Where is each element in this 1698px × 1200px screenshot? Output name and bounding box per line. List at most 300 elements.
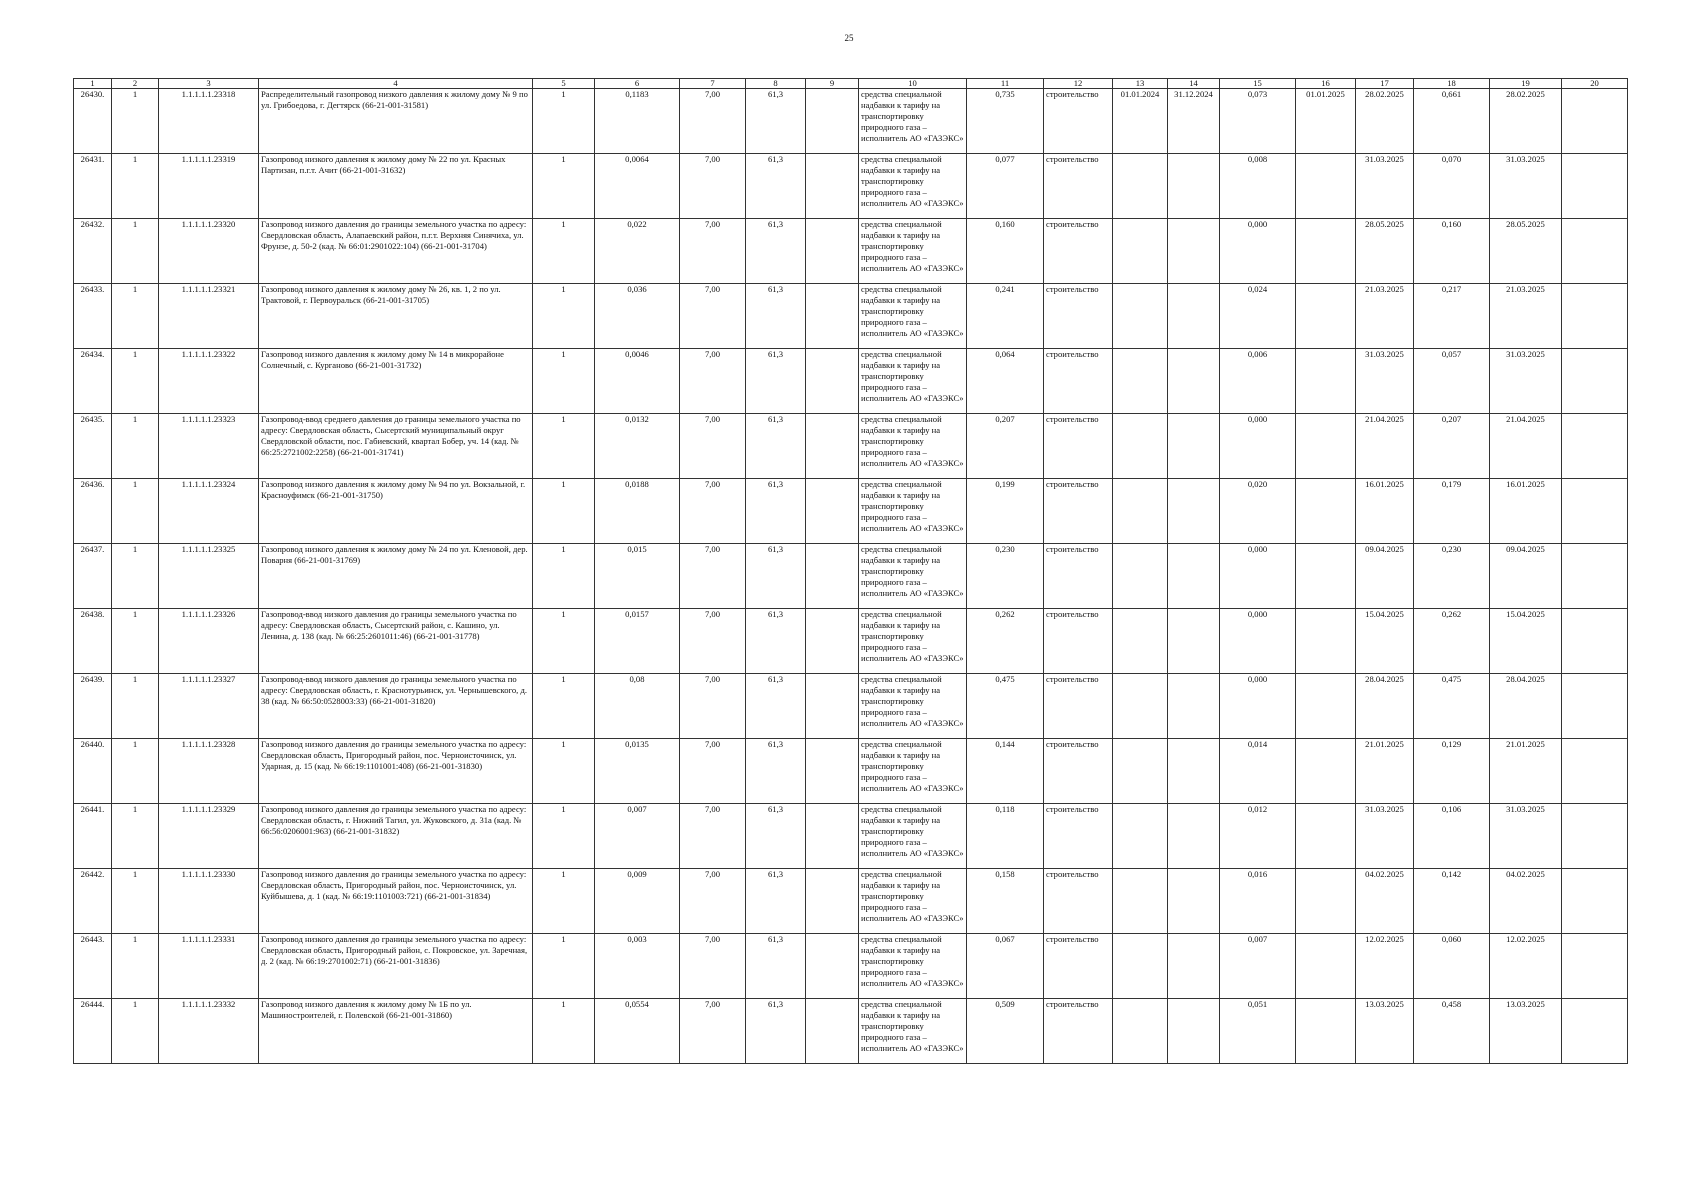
table-row: [74, 349, 1628, 414]
object-code: 1.1.1.1.1.23322: [159, 349, 259, 414]
column-number: 16: [1296, 79, 1356, 89]
object-name: Газопровод низкого давления до границы земельного участка по адресу: Свердловская область, Алапаевский район, п.г.т. Верхняя Синячиха, ул. Фрунзе, д. 50-2 (кад. № 66:01:2901022:104) (66-21-001-31704): [259, 219, 533, 284]
work-type: строительство: [1044, 999, 1113, 1064]
cell-col15: 0,000: [1220, 414, 1296, 479]
cell-col6: 0,0135: [595, 739, 680, 804]
funding-source: средства специальной надбавки к тарифу на транспортировку природного газа – исполнитель АО «ГАЗЭКС»: [859, 869, 967, 934]
cell-col7: 7,00: [680, 739, 746, 804]
cell-col14: [1168, 999, 1220, 1064]
cell-col14: [1168, 219, 1220, 284]
cell-col2: 1: [112, 674, 159, 739]
table-row: [74, 869, 1628, 934]
object-code: 1.1.1.1.1.23318: [159, 89, 259, 154]
cell-col14: [1168, 609, 1220, 674]
cell-col18: 0,057: [1414, 349, 1490, 414]
work-type: строительство: [1044, 479, 1113, 544]
column-number: 14: [1168, 79, 1220, 89]
funding-source: средства специальной надбавки к тарифу на транспортировку природного газа – исполнитель АО «ГАЗЭКС»: [859, 739, 967, 804]
object-name: Газопровод низкого давления к жилому дому № 24 по ул. Кленовой, дер. Поварня (66-21-001-31769): [259, 544, 533, 609]
cell-col16: 01.01.2025: [1296, 89, 1356, 154]
row-number: 26430.: [74, 89, 112, 154]
funding-source: средства специальной надбавки к тарифу на транспортировку природного газа – исполнитель АО «ГАЗЭКС»: [859, 544, 967, 609]
cell-col16: [1296, 349, 1356, 414]
column-number: 17: [1356, 79, 1414, 89]
cell-col8: 61,3: [746, 89, 806, 154]
row-number: 26432.: [74, 219, 112, 284]
cell-col8: 61,3: [746, 414, 806, 479]
work-type: строительство: [1044, 869, 1113, 934]
column-number: 18: [1414, 79, 1490, 89]
table-row: [74, 154, 1628, 219]
cell-col7: 7,00: [680, 89, 746, 154]
cell-col14: [1168, 674, 1220, 739]
cell-col9: [806, 219, 859, 284]
cell-col19: 12.02.2025: [1490, 934, 1562, 999]
cell-col5: 1: [533, 479, 595, 544]
cell-col16: [1296, 414, 1356, 479]
cell-col19: 13.03.2025: [1490, 999, 1562, 1064]
row-number: 26441.: [74, 804, 112, 869]
column-number-header: [74, 79, 1628, 89]
cell-col19: 31.03.2025: [1490, 154, 1562, 219]
object-name: Газопровод низкого давления к жилому дому № 26, кв. 1, 2 по ул. Трактовой, г. Первоуральск (66-21-001-31705): [259, 284, 533, 349]
cell-col5: 1: [533, 869, 595, 934]
work-type: строительство: [1044, 804, 1113, 869]
cell-col6: 0,022: [595, 219, 680, 284]
table-row: [74, 89, 1628, 154]
table-row: [74, 414, 1628, 479]
cell-col18: 0,262: [1414, 609, 1490, 674]
cell-col6: 0,009: [595, 869, 680, 934]
cell-col5: 1: [533, 934, 595, 999]
cell-col11: 0,199: [967, 479, 1044, 544]
cell-col7: 7,00: [680, 804, 746, 869]
funding-source: средства специальной надбавки к тарифу на транспортировку природного газа – исполнитель АО «ГАЗЭКС»: [859, 804, 967, 869]
cell-col13: [1113, 674, 1168, 739]
cell-col18: 0,060: [1414, 934, 1490, 999]
cell-col16: [1296, 869, 1356, 934]
row-number: 26435.: [74, 414, 112, 479]
cell-col17: 21.01.2025: [1356, 739, 1414, 804]
object-code: 1.1.1.1.1.23331: [159, 934, 259, 999]
cell-col2: 1: [112, 934, 159, 999]
cell-col11: 0,064: [967, 349, 1044, 414]
cell-col8: 61,3: [746, 609, 806, 674]
cell-col17: 21.03.2025: [1356, 284, 1414, 349]
column-number: 19: [1490, 79, 1562, 89]
funding-source: средства специальной надбавки к тарифу на транспортировку природного газа – исполнитель АО «ГАЗЭКС»: [859, 674, 967, 739]
cell-col9: [806, 284, 859, 349]
cell-col18: 0,230: [1414, 544, 1490, 609]
object-code: 1.1.1.1.1.23319: [159, 154, 259, 219]
cell-col6: 0,08: [595, 674, 680, 739]
cell-col14: [1168, 479, 1220, 544]
cell-col6: 0,015: [595, 544, 680, 609]
cell-col8: 61,3: [746, 219, 806, 284]
cell-col11: 0,160: [967, 219, 1044, 284]
cell-col15: 0,000: [1220, 544, 1296, 609]
cell-col5: 1: [533, 154, 595, 219]
cell-col17: 15.04.2025: [1356, 609, 1414, 674]
cell-col19: 31.03.2025: [1490, 349, 1562, 414]
cell-col20: [1562, 999, 1628, 1064]
funding-source: средства специальной надбавки к тарифу на транспортировку природного газа – исполнитель АО «ГАЗЭКС»: [859, 609, 967, 674]
cell-col15: 0,020: [1220, 479, 1296, 544]
object-name: Распределительный газопровод низкого давления к жилому дому № 9 по ул. Грибоедова, г. Дегтярск (66-21-001-31581): [259, 89, 533, 154]
cell-col6: 0,036: [595, 284, 680, 349]
cell-col8: 61,3: [746, 544, 806, 609]
row-number: 26442.: [74, 869, 112, 934]
cell-col15: 0,012: [1220, 804, 1296, 869]
cell-col17: 09.04.2025: [1356, 544, 1414, 609]
cell-col5: 1: [533, 739, 595, 804]
work-type: строительство: [1044, 609, 1113, 674]
object-code: 1.1.1.1.1.23325: [159, 544, 259, 609]
cell-col9: [806, 89, 859, 154]
cell-col2: 1: [112, 804, 159, 869]
cell-col6: 0,0064: [595, 154, 680, 219]
object-name: Газопровод низкого давления к жилому дому № 22 по ул. Красных Партизан, п.г.т. Ачит (66-21-001-31632): [259, 154, 533, 219]
object-name: Газопровод низкого давления до границы земельного участка по адресу: Свердловская область, Пригородный район, с. Покровское, ул. Заречная, д. 2 (кад. № 66:19:2701002:71) (66-21-001-31836): [259, 934, 533, 999]
cell-col6: 0,0157: [595, 609, 680, 674]
cell-col11: 0,230: [967, 544, 1044, 609]
column-number: 4: [259, 79, 533, 89]
cell-col15: 0,024: [1220, 284, 1296, 349]
work-type: строительство: [1044, 154, 1113, 219]
cell-col6: 0,0188: [595, 479, 680, 544]
work-type: строительство: [1044, 739, 1113, 804]
row-number: 26437.: [74, 544, 112, 609]
cell-col5: 1: [533, 349, 595, 414]
object-name: Газопровод низкого давления до границы земельного участка по адресу: Свердловская область, г. Нижний Тагил, ул. Жуковского, д. 31а (кад. № 66:56:0206001:963) (66-21-001-31832): [259, 804, 533, 869]
funding-source: средства специальной надбавки к тарифу на транспортировку природного газа – исполнитель АО «ГАЗЭКС»: [859, 89, 967, 154]
cell-col9: [806, 739, 859, 804]
cell-col15: 0,051: [1220, 999, 1296, 1064]
cell-col20: [1562, 349, 1628, 414]
column-number: 10: [859, 79, 967, 89]
table-row: [74, 999, 1628, 1064]
column-number: 6: [595, 79, 680, 89]
cell-col14: 31.12.2024: [1168, 89, 1220, 154]
cell-col9: [806, 414, 859, 479]
object-name: Газопровод-ввод низкого давления до границы земельного участка по адресу: Свердловская область, Сысертский район, с. Кашино, ул. Ленина, д. 138 (кад. № 66:25:2601011:46) (66-21-001-31778): [259, 609, 533, 674]
object-name: Газопровод низкого давления к жилому дому № 1Б по ул. Машиностроителей, г. Полевской (66-21-001-31860): [259, 999, 533, 1064]
column-number: 8: [746, 79, 806, 89]
object-code: 1.1.1.1.1.23323: [159, 414, 259, 479]
cell-col18: 0,179: [1414, 479, 1490, 544]
cell-col17: 21.04.2025: [1356, 414, 1414, 479]
cell-col5: 1: [533, 804, 595, 869]
row-number: 26434.: [74, 349, 112, 414]
cell-col15: 0,000: [1220, 219, 1296, 284]
work-type: строительство: [1044, 284, 1113, 349]
cell-col18: 0,129: [1414, 739, 1490, 804]
cell-col20: [1562, 414, 1628, 479]
cell-col20: [1562, 674, 1628, 739]
cell-col17: 28.05.2025: [1356, 219, 1414, 284]
cell-col17: 31.03.2025: [1356, 349, 1414, 414]
column-number: 15: [1220, 79, 1296, 89]
row-number: 26431.: [74, 154, 112, 219]
cell-col11: 0,207: [967, 414, 1044, 479]
cell-col6: 0,007: [595, 804, 680, 869]
cell-col17: 31.03.2025: [1356, 154, 1414, 219]
cell-col11: 0,118: [967, 804, 1044, 869]
object-code: 1.1.1.1.1.23332: [159, 999, 259, 1064]
cell-col20: [1562, 219, 1628, 284]
cell-col8: 61,3: [746, 869, 806, 934]
cell-col11: 0,144: [967, 739, 1044, 804]
cell-col5: 1: [533, 674, 595, 739]
cell-col11: 0,475: [967, 674, 1044, 739]
cell-col20: [1562, 609, 1628, 674]
work-type: строительство: [1044, 89, 1113, 154]
cell-col19: 21.03.2025: [1490, 284, 1562, 349]
object-name: Газопровод-ввод среднего давления до границы земельного участка по адресу: Свердловская область, Сысертский муниципальный округ Свердловской области, пос. Габиевский, квартал Бобер, уч. 14 (кад. № 66:25:2721002:2258) (66-21-001-31741): [259, 414, 533, 479]
cell-col15: 0,016: [1220, 869, 1296, 934]
cell-col17: 28.02.2025: [1356, 89, 1414, 154]
cell-col2: 1: [112, 284, 159, 349]
cell-col9: [806, 804, 859, 869]
cell-col7: 7,00: [680, 414, 746, 479]
cell-col15: 0,006: [1220, 349, 1296, 414]
cell-col14: [1168, 804, 1220, 869]
cell-col5: 1: [533, 609, 595, 674]
cell-col18: 0,142: [1414, 869, 1490, 934]
table-row: [74, 219, 1628, 284]
object-code: 1.1.1.1.1.23321: [159, 284, 259, 349]
cell-col8: 61,3: [746, 934, 806, 999]
object-code: 1.1.1.1.1.23330: [159, 869, 259, 934]
cell-col18: 0,661: [1414, 89, 1490, 154]
data-table: [73, 78, 1628, 1064]
cell-col20: [1562, 934, 1628, 999]
cell-col19: 15.04.2025: [1490, 609, 1562, 674]
cell-col11: 0,735: [967, 89, 1044, 154]
cell-col17: 16.01.2025: [1356, 479, 1414, 544]
cell-col6: 0,0046: [595, 349, 680, 414]
row-number: 26436.: [74, 479, 112, 544]
cell-col8: 61,3: [746, 284, 806, 349]
cell-col14: [1168, 739, 1220, 804]
cell-col9: [806, 479, 859, 544]
cell-col8: 61,3: [746, 674, 806, 739]
cell-col16: [1296, 479, 1356, 544]
column-number: 13: [1113, 79, 1168, 89]
cell-col7: 7,00: [680, 674, 746, 739]
column-number: 1: [74, 79, 112, 89]
row-number: 26439.: [74, 674, 112, 739]
cell-col6: 0,0554: [595, 999, 680, 1064]
cell-col16: [1296, 544, 1356, 609]
funding-source: средства специальной надбавки к тарифу на транспортировку природного газа – исполнитель АО «ГАЗЭКС»: [859, 154, 967, 219]
funding-source: средства специальной надбавки к тарифу на транспортировку природного газа – исполнитель АО «ГАЗЭКС»: [859, 934, 967, 999]
cell-col7: 7,00: [680, 609, 746, 674]
cell-col7: 7,00: [680, 284, 746, 349]
cell-col16: [1296, 934, 1356, 999]
cell-col2: 1: [112, 999, 159, 1064]
cell-col19: 04.02.2025: [1490, 869, 1562, 934]
cell-col15: 0,008: [1220, 154, 1296, 219]
cell-col8: 61,3: [746, 479, 806, 544]
cell-col13: [1113, 154, 1168, 219]
cell-col17: 31.03.2025: [1356, 804, 1414, 869]
cell-col16: [1296, 284, 1356, 349]
cell-col15: 0,014: [1220, 739, 1296, 804]
funding-source: средства специальной надбавки к тарифу на транспортировку природного газа – исполнитель АО «ГАЗЭКС»: [859, 284, 967, 349]
cell-col11: 0,262: [967, 609, 1044, 674]
cell-col20: [1562, 544, 1628, 609]
cell-col16: [1296, 219, 1356, 284]
cell-col13: [1113, 739, 1168, 804]
row-number: 26444.: [74, 999, 112, 1064]
cell-col18: 0,160: [1414, 219, 1490, 284]
cell-col14: [1168, 284, 1220, 349]
cell-col9: [806, 544, 859, 609]
object-code: 1.1.1.1.1.23326: [159, 609, 259, 674]
cell-col20: [1562, 804, 1628, 869]
object-code: 1.1.1.1.1.23328: [159, 739, 259, 804]
cell-col19: 21.04.2025: [1490, 414, 1562, 479]
cell-col20: [1562, 284, 1628, 349]
cell-col11: 0,077: [967, 154, 1044, 219]
work-type: строительство: [1044, 934, 1113, 999]
cell-col19: 28.02.2025: [1490, 89, 1562, 154]
object-name: Газопровод низкого давления до границы земельного участка по адресу: Свердловская область, Пригородный район, пос. Черноисточинск, ул. Ударная, д. 15 (кад. № 66:19:1101001:408) (66-21-001-31830): [259, 739, 533, 804]
cell-col20: [1562, 154, 1628, 219]
cell-col19: 09.04.2025: [1490, 544, 1562, 609]
cell-col8: 61,3: [746, 154, 806, 219]
cell-col13: [1113, 609, 1168, 674]
cell-col16: [1296, 999, 1356, 1064]
cell-col9: [806, 999, 859, 1064]
object-code: 1.1.1.1.1.23324: [159, 479, 259, 544]
cell-col17: 13.03.2025: [1356, 999, 1414, 1064]
cell-col7: 7,00: [680, 934, 746, 999]
cell-col2: 1: [112, 479, 159, 544]
page-number: 25: [844, 33, 854, 43]
cell-col14: [1168, 349, 1220, 414]
table-row: [74, 674, 1628, 739]
cell-col9: [806, 609, 859, 674]
column-number: 7: [680, 79, 746, 89]
row-number: 26440.: [74, 739, 112, 804]
cell-col8: 61,3: [746, 999, 806, 1064]
table-row: [74, 804, 1628, 869]
cell-col14: [1168, 934, 1220, 999]
cell-col6: 0,003: [595, 934, 680, 999]
cell-col20: [1562, 479, 1628, 544]
cell-col5: 1: [533, 219, 595, 284]
object-name: Газопровод-ввод низкого давления до границы земельного участка по адресу: Свердловская область, г. Краснотурьинск, ул. Чернышевского, д. 38 (кад. № 66:50:0528003:33) (66-21-001-31820): [259, 674, 533, 739]
table-body: [74, 89, 1628, 1064]
cell-col2: 1: [112, 219, 159, 284]
cell-col2: 1: [112, 544, 159, 609]
table-row: [74, 609, 1628, 674]
cell-col9: [806, 674, 859, 739]
table-row: [74, 934, 1628, 999]
table-row: [74, 284, 1628, 349]
cell-col9: [806, 154, 859, 219]
cell-col16: [1296, 739, 1356, 804]
cell-col13: [1113, 284, 1168, 349]
column-number: 11: [967, 79, 1044, 89]
row-number: 26443.: [74, 934, 112, 999]
cell-col19: 21.01.2025: [1490, 739, 1562, 804]
column-number: 5: [533, 79, 595, 89]
cell-col17: 04.02.2025: [1356, 869, 1414, 934]
cell-col5: 1: [533, 414, 595, 479]
work-type: строительство: [1044, 674, 1113, 739]
work-type: строительство: [1044, 219, 1113, 284]
cell-col20: [1562, 739, 1628, 804]
column-number: 2: [112, 79, 159, 89]
cell-col13: [1113, 804, 1168, 869]
table-row: [74, 479, 1628, 544]
cell-col14: [1168, 154, 1220, 219]
cell-col18: 0,106: [1414, 804, 1490, 869]
column-number: 20: [1562, 79, 1628, 89]
cell-col19: 28.05.2025: [1490, 219, 1562, 284]
funding-source: средства специальной надбавки к тарифу на транспортировку природного газа – исполнитель АО «ГАЗЭКС»: [859, 219, 967, 284]
cell-col13: [1113, 934, 1168, 999]
row-number: 26438.: [74, 609, 112, 674]
cell-col5: 1: [533, 284, 595, 349]
cell-col13: [1113, 869, 1168, 934]
cell-col8: 61,3: [746, 349, 806, 414]
cell-col13: [1113, 544, 1168, 609]
cell-col2: 1: [112, 739, 159, 804]
cell-col16: [1296, 609, 1356, 674]
cell-col20: [1562, 89, 1628, 154]
cell-col11: 0,241: [967, 284, 1044, 349]
cell-col17: 28.04.2025: [1356, 674, 1414, 739]
work-type: строительство: [1044, 544, 1113, 609]
cell-col2: 1: [112, 414, 159, 479]
cell-col18: 0,475: [1414, 674, 1490, 739]
cell-col7: 7,00: [680, 479, 746, 544]
cell-col19: 16.01.2025: [1490, 479, 1562, 544]
funding-source: средства специальной надбавки к тарифу на транспортировку природного газа – исполнитель АО «ГАЗЭКС»: [859, 999, 967, 1064]
column-number: 12: [1044, 79, 1113, 89]
funding-source: средства специальной надбавки к тарифу на транспортировку природного газа – исполнитель АО «ГАЗЭКС»: [859, 479, 967, 544]
object-name: Газопровод низкого давления к жилому дому № 14 в микрорайоне Солнечный, с. Курганово (66-21-001-31732): [259, 349, 533, 414]
cell-col18: 0,207: [1414, 414, 1490, 479]
cell-col2: 1: [112, 89, 159, 154]
cell-col15: 0,000: [1220, 609, 1296, 674]
cell-col13: [1113, 999, 1168, 1064]
cell-col7: 7,00: [680, 154, 746, 219]
funding-source: средства специальной надбавки к тарифу на транспортировку природного газа – исполнитель АО «ГАЗЭКС»: [859, 414, 967, 479]
cell-col9: [806, 349, 859, 414]
cell-col17: 12.02.2025: [1356, 934, 1414, 999]
object-code: 1.1.1.1.1.23327: [159, 674, 259, 739]
cell-col5: 1: [533, 544, 595, 609]
cell-col2: 1: [112, 349, 159, 414]
object-name: Газопровод низкого давления к жилому дому № 94 по ул. Вокзальной, г. Красноуфимск (66-21-001-31750): [259, 479, 533, 544]
cell-col9: [806, 934, 859, 999]
cell-col14: [1168, 869, 1220, 934]
object-code: 1.1.1.1.1.23320: [159, 219, 259, 284]
cell-col6: 0,0132: [595, 414, 680, 479]
object-name: Газопровод низкого давления до границы земельного участка по адресу: Свердловская область, Пригородный район, пос. Черноисточинск, ул. Куйбышева, д. 1 (кад. № 66:19:1101003:721) (66-21-001-31834): [259, 869, 533, 934]
cell-col7: 7,00: [680, 349, 746, 414]
cell-col2: 1: [112, 609, 159, 674]
cell-col13: [1113, 414, 1168, 479]
object-code: 1.1.1.1.1.23329: [159, 804, 259, 869]
cell-col18: 0,070: [1414, 154, 1490, 219]
cell-col5: 1: [533, 999, 595, 1064]
